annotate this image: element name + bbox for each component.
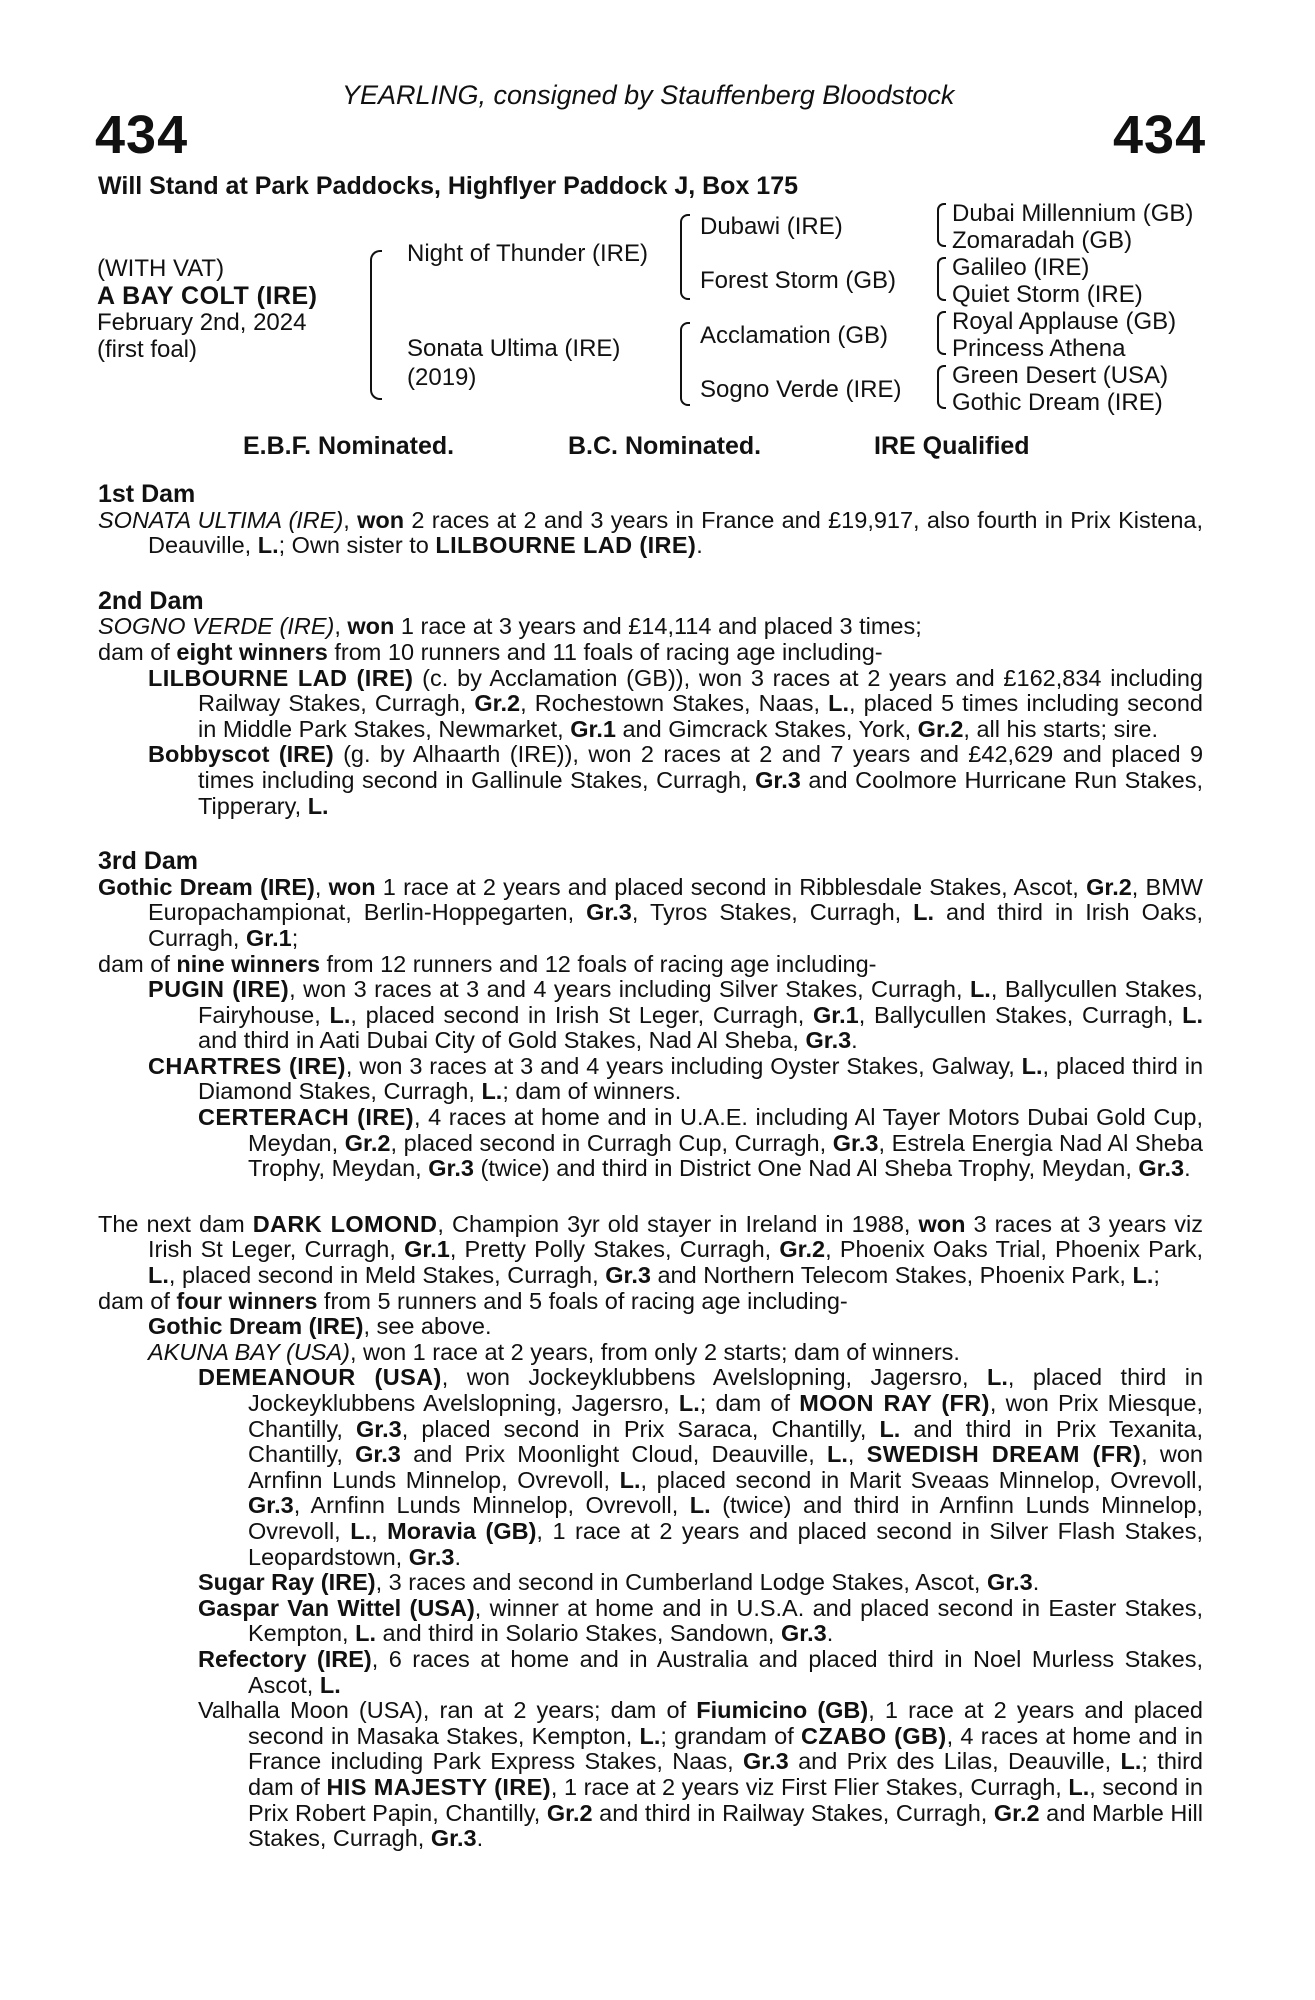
pedigree-brace-ss: [937, 203, 946, 247]
page-subtitle: YEARLING, consigned by Stauffenberg Bloodstock: [342, 80, 955, 110]
ds-dam: Princess Athena: [952, 335, 1126, 362]
dam-year: (2019): [407, 364, 477, 391]
list-item: PUGIN (IRE), won 3 races at 3 and 4 years including Silver Stakes, Curragh, L., Ballycullen Stakes, Fairyhouse, L., placed second in Irish St Leger, Curragh, Gr.1, Ballycullen Stakes, Curragh, L. and third in Aati Dubai City of Gold Stakes, Nad Al Sheba, Gr.3.: [148, 976, 1203, 1054]
sire-name: Night of Thunder (IRE): [407, 240, 648, 267]
next-dam-produce: dam of four winners from 5 runners and 5 foals of racing age including-: [98, 1287, 848, 1314]
bc-nomination: B.C. Nominated.: [568, 432, 762, 460]
section-heading-3rd-dam: 3rd Dam: [98, 847, 199, 876]
dam-dam: Sogno Verde (IRE): [700, 376, 902, 403]
list-item: Valhalla Moon (USA), ran at 2 years; dam of Fiumicino (GB), 1 race at 2 years and placed second in Masaka Stakes, Kempton, L.; grandam of CZABO (GB), 4 races at home and in France including Park Express Stakes, Naas, Gr.3 and Prix des Lilas, Deauville, L.; third dam of HIS MAJESTY (IRE), 1 race at 2 years viz First Flier Stakes, Curragh, L., second in Prix Robert Papin, Chantilly, Gr.2 and third in Railway Stakes, Curragh, Gr.2 and Marble Hill Stakes, Curragh, Gr.3.: [198, 1697, 1204, 1852]
subject-note: (first foal): [97, 336, 198, 363]
sire-sire: Dubawi (IRE): [700, 213, 843, 240]
list-item: Sugar Ray (IRE), 3 races and second in Cumberland Lodge Stakes, Ascot, Gr.3.: [198, 1569, 1040, 1596]
subject-dob: February 2nd, 2024: [97, 309, 307, 336]
pedigree-brace-ds: [937, 311, 946, 355]
first-dam-entry: SONATA ULTIMA (IRE), won 2 races at 2 and 3 years in France and £19,917, also fourth in Prix Kistena, Deauville, L.; Own sister to LILBOURNE LAD (IRE).: [98, 506, 1203, 559]
second-dam-produce: dam of eight winners from 10 runners and 11 foals of racing age including-: [98, 638, 883, 665]
subject-name: A BAY COLT (IRE): [97, 282, 318, 310]
ss-sire: Dubai Millennium (GB): [952, 200, 1194, 227]
dd-sire: Green Desert (USA): [952, 362, 1169, 389]
dam-name: Sonata Ultima (IRE): [407, 335, 621, 362]
ss-dam: Zomaradah (GB): [952, 227, 1133, 254]
stand-location: Will Stand at Park Paddocks, Highflyer Paddock J, Box 175: [98, 172, 798, 200]
third-dam-entry: Gothic Dream (IRE), won 1 race at 2 years and placed second in Ribblesdale Stakes, Ascot, Gr.2, BMW Europachampionat, Berlin-Hoppegarten, Gr.3, Tyros Stakes, Curragh, L. and third in Irish Oaks, Curragh, Gr.1;: [98, 873, 1203, 951]
list-item: Gaspar Van Wittel (USA), winner at home and in U.S.A. and placed second in Easter Stakes, Kempton, L. and third in Solario Stakes, Sandown, Gr.3.: [198, 1594, 1203, 1647]
second-dam-entry: SOGNO VERDE (IRE), won 1 race at 3 years and £14,114 and placed 3 times;: [98, 613, 922, 640]
catalogue-body: [98, 482, 1203, 1852]
pedigree-brace-dd: [937, 365, 946, 409]
next-dam-entry: The next dam DARK LOMOND, Champion 3yr old stayer in Ireland in 1988, won 3 races at 3 years viz Irish St Leger, Curragh, Gr.1, Pretty Polly Stakes, Curragh, Gr.2, Phoenix Oaks Trial, Phoenix Park, L., placed second in Meld Stakes, Curragh, Gr.3 and Northern Telecom Stakes, Phoenix Park, L.;: [98, 1210, 1204, 1289]
pedigree-brace-sire: [680, 214, 690, 300]
sd-sire: Galileo (IRE): [952, 254, 1090, 281]
pedigree-brace-sd: [937, 257, 946, 301]
sire-dam: Forest Storm (GB): [700, 267, 897, 294]
ebf-nomination: E.B.F. Nominated.: [243, 432, 455, 460]
list-item: Refectory (IRE), 6 races at home and in Australia and placed third in Noel Murless Stakes, Ascot, L.: [198, 1645, 1203, 1698]
list-item: Gothic Dream (IRE), see above.: [148, 1313, 492, 1340]
pedigree-brace-dam: [680, 322, 690, 406]
lot-number-right: 434: [1113, 105, 1207, 165]
section-heading-2nd-dam: 2nd Dam: [98, 586, 204, 615]
section-heading-1st-dam: 1st Dam: [98, 480, 196, 508]
dd-dam: Gothic Dream (IRE): [952, 389, 1163, 416]
ire-qualification: IRE Qualified: [874, 432, 1030, 460]
sd-dam: Quiet Storm (IRE): [952, 281, 1143, 308]
ds-sire: Royal Applause (GB): [952, 308, 1177, 335]
dam-sire: Acclamation (GB): [700, 322, 889, 349]
lot-number-left: 434: [95, 105, 189, 165]
vat-note: (WITH VAT): [97, 255, 225, 282]
pedigree-brace-main: [370, 250, 382, 400]
third-dam-produce: dam of nine winners from 12 runners and 12 foals of racing age including-: [98, 950, 877, 977]
list-item: CERTERACH (IRE), 4 races at home and in U.A.E. including Al Tayer Motors Dubai Gold Cup, Meydan, Gr.2, placed second in Curragh Cup, Curragh, Gr.3, Estrela Energia Nad Al Sheba Trophy, Meydan, Gr.3 (twice) and third in District One Nad Al Sheba Trophy, Meydan, Gr.3.: [198, 1104, 1203, 1182]
list-item: AKUNA BAY (USA), won 1 race at 2 years, from only 2 starts; dam of winners.: [148, 1338, 960, 1365]
list-item: Bobbyscot (IRE) (g. by Alhaarth (IRE)), won 2 races at 2 and 7 years and £42,629 and placed 9 times including second in Gallinule Stakes, Curragh, Gr.3 and Coolmore Hurricane Run Stakes, Tipperary, L.: [148, 741, 1204, 819]
list-item: CHARTRES (IRE), won 3 races at 3 and 4 years including Oyster Stakes, Galway, L., placed third in Diamond Stakes, Curragh, L.; dam of winners.: [148, 1052, 1204, 1105]
list-item: DEMEANOUR (USA), won Jockeyklubbens Avelslopning, Jagersro, L., placed third in Jockeyklubbens Avelslopning, Jagersro, L.; dam of MOON RAY (FR), won Prix Miesque, Chantilly, Gr.3, placed second in Prix Saraca, Chantilly, L. and third in Prix Texanita, Chantilly, Gr.3 and Prix Moonlight Cloud, Deauville, L., SWEDISH DREAM (FR), won Arnfinn Lunds Minnelop, Ovrevoll, L., placed second in Marit Sveaas Minnelop, Ovrevoll, Gr.3, Arnfinn Lunds Minnelop, Ovrevoll, L. (twice) and third in Arnfinn Lunds Minnelop, Ovrevoll, L., Moravia (GB), 1 race at 2 years and placed second in Silver Flash Stakes, Leopardstown, Gr.3.: [198, 1364, 1204, 1570]
list-item: LILBOURNE LAD (IRE) (c. by Acclamation (GB)), won 3 races at 2 years and £162,834 including Railway Stakes, Curragh, Gr.2, Rochestown Stakes, Naas, L., placed 5 times including second in Middle Park Stakes, Newmarket, Gr.1 and Gimcrack Stakes, York, Gr.2, all his starts; sire.: [148, 664, 1204, 742]
